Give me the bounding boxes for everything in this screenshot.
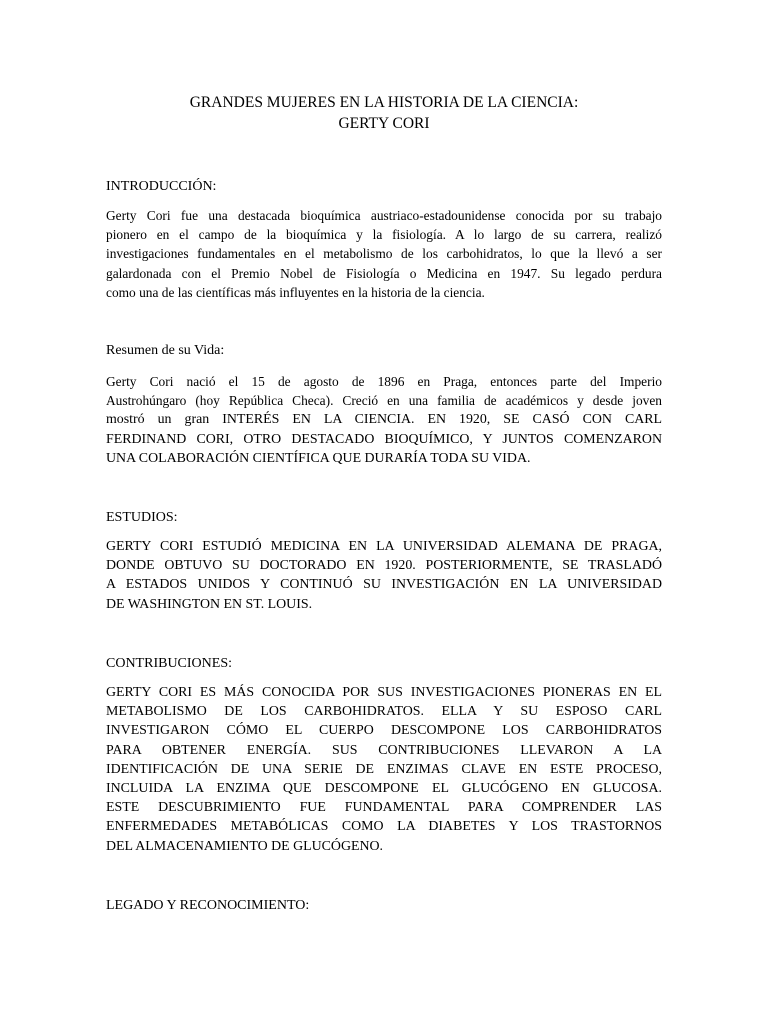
title-line-1: GRANDES MUJERES EN LA HISTORIA DE LA CIENCIA:: [189, 94, 579, 111]
section-heading-resumen: Resumen de su Vida:: [106, 343, 225, 358]
paragraph-introduccion: [106, 206, 662, 302]
paragraph-line: Gerty Cori fue una destacada bioquímica austriaco-estadounidense conocida por su trabajo: [106, 208, 662, 223]
paragraph-contribuciones: [106, 683, 662, 856]
paragraph-line: Austrohúngaro (hoy República Checa). Creció en una familia de académicos y desde joven: [106, 393, 662, 409]
paragraph-line: PARA OBTENER ENERGÍA. SUS CONTRIBUCIONES LLEVARON A LA: [106, 742, 662, 758]
paragraph-line: ESTE DESCUBRIMIENTO FUE FUNDAMENTAL PARA COMPRENDER LAS: [106, 800, 662, 816]
paragraph-line: DEL ALMACENAMIENTO DE GLUCÓGENO.: [106, 838, 384, 854]
paragraph-line: mostró un gran INTERÉS EN LA CIENCIA. EN 1920, SE CASÓ CON CARL: [106, 412, 662, 428]
paragraph-line: pionero en el campo de la bioquímica y la fisiología. A lo largo de su carrera, realizó: [106, 227, 662, 243]
section-heading-introduccion: INTRODUCCIÓN:: [106, 179, 217, 194]
title-line-2: GERTY CORI: [338, 115, 430, 132]
paragraph-line: DE WASHINGTON EN ST. LOUIS.: [106, 596, 313, 612]
paragraph-line: INVESTIGARON CÓMO EL CUERPO DESCOMPONE LOS CARBOHIDRATOS: [106, 723, 662, 739]
section-heading-estudios: ESTUDIOS:: [106, 510, 178, 525]
paragraph-line: ENFERMEDADES METABÓLICAS COMO LA DIABETES Y LOS TRASTORNOS: [106, 819, 662, 835]
paragraph-line: Gerty Cori nació el 15 de agosto de 1896 en Praga, entonces parte del Imperio: [106, 374, 662, 389]
section-heading-legado: LEGADO Y RECONOCIMIENTO:: [106, 898, 310, 913]
paragraph-estudios: [106, 537, 662, 614]
paragraph-line: investigaciones fundamentales en el metabolismo de los carbohidratos, lo que la llevó a ser: [106, 246, 662, 262]
paragraph-line: IDENTIFICACIÓN DE UNA SERIE DE ENZIMAS CLAVE EN ESTE PROCESO,: [106, 761, 662, 777]
paragraph-line: FERDINAND CORI, OTRO DESTACADO BIOQUÍMICO, Y JUNTOS COMENZARON: [106, 431, 662, 447]
section-heading-contribuciones: CONTRIBUCIONES:: [106, 656, 233, 671]
paragraph-line: GERTY CORI ES MÁS CONOCIDA POR SUS INVESTIGACIONES PIONERAS EN EL: [106, 685, 662, 700]
document-title: [106, 92, 662, 134]
paragraph-line: galardonada con el Premio Nobel de Fisiología o Medicina en 1947. Su legado perdura: [106, 265, 662, 281]
paragraph-line: GERTY CORI ESTUDIÓ MEDICINA EN LA UNIVERSIDAD ALEMANA DE PRAGA,: [106, 539, 662, 554]
paragraph-line: INCLUIDA LA ENZIMA QUE DESCOMPONE EL GLUCÓGENO EN GLUCOSA.: [106, 781, 662, 797]
paragraph-line: DONDE OBTUVO SU DOCTORADO EN 1920. POSTERIORMENTE, SE TRASLADÓ: [106, 558, 662, 574]
paragraph-line: METABOLISMO DE LOS CARBOHIDRATOS. ELLA Y SU ESPOSO CARL: [106, 704, 662, 720]
paragraph-line: UNA COLABORACIÓN CIENTÍFICA QUE DURARÍA TODA SU VIDA.: [106, 450, 531, 466]
paragraph-line: como una de las científicas más influyentes en la historia de la ciencia.: [106, 284, 485, 300]
paragraph-resumen: [106, 372, 662, 468]
paragraph-line: A ESTADOS UNIDOS Y CONTINUÓ SU INVESTIGACIÓN EN LA UNIVERSIDAD: [106, 577, 662, 593]
